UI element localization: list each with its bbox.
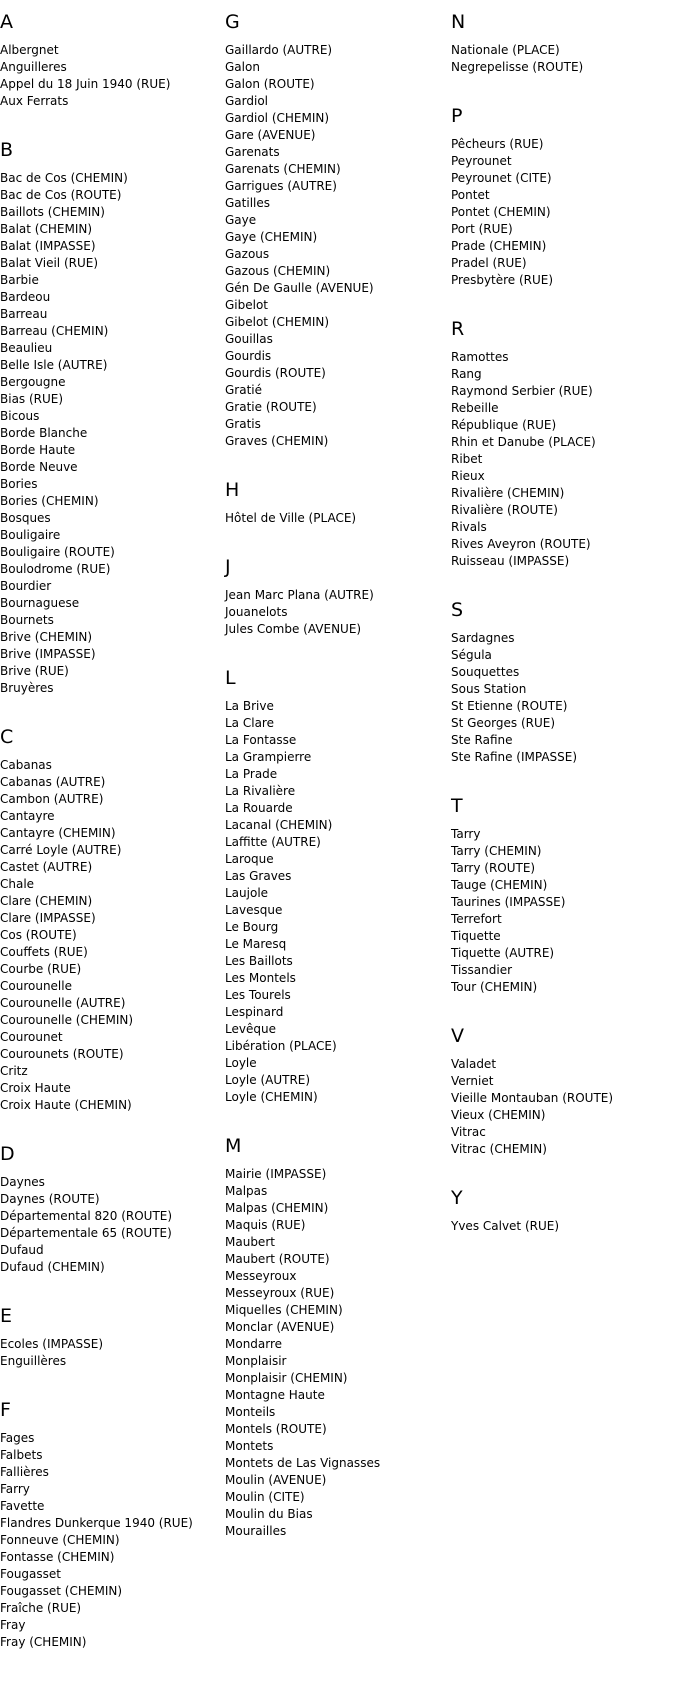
street-name: Daynes (0, 1175, 45, 1189)
street-name: Monclar (AVENUE) (225, 1320, 335, 1334)
street-name: Jean Marc Plana (AUTRE) (225, 588, 374, 602)
letter-section (0, 1400, 215, 1651)
street-name: Hôtel de Ville (PLACE) (225, 511, 357, 525)
street-name: Laroque (225, 852, 274, 866)
street-name: Anguilleres (0, 60, 67, 74)
letter-section (0, 727, 215, 1114)
street-name: Loyle (AUTRE) (225, 1073, 311, 1087)
street-name: St Etienne (ROUTE) (451, 699, 568, 713)
street-list (451, 136, 666, 289)
street-name: Galon (ROUTE) (225, 77, 315, 91)
street-list (225, 698, 440, 1106)
letter-section (451, 106, 666, 289)
street-name: Gén De Gaulle (AVENUE) (225, 281, 374, 295)
street-name: Bias (RUE) (0, 392, 64, 406)
street-name: Monteils (225, 1405, 276, 1419)
street-name: Gare (AVENUE) (225, 128, 316, 142)
street-list (451, 42, 666, 76)
street-name: Rhin et Danube (PLACE) (451, 435, 596, 449)
street-name: Fray (0, 1618, 26, 1632)
street-name: Montets de Las Vignasses (225, 1456, 381, 1470)
street-name: Ségula (451, 648, 492, 662)
letter-heading: B (0, 139, 14, 161)
street-name: Favette (0, 1499, 45, 1513)
street-name: Vieux (CHEMIN) (451, 1108, 546, 1122)
street-name: Ribet (451, 452, 483, 466)
street-name: Souquettes (451, 665, 520, 679)
street-name: Laujole (225, 886, 269, 900)
street-list (0, 1336, 215, 1370)
letter-section (0, 140, 215, 697)
letter-heading: F (0, 1399, 11, 1421)
street-name: La Rivalière (225, 784, 296, 798)
street-name: Malpas (225, 1184, 268, 1198)
street-name: Castet (AUTRE) (0, 860, 93, 874)
street-name: Pradel (RUE) (451, 256, 527, 270)
street-name: Cabanas (0, 758, 52, 772)
street-name: Aux Ferrats (0, 94, 69, 108)
street-name: Tarry (ROUTE) (451, 861, 536, 875)
street-list (225, 1166, 440, 1540)
street-name: Bories (0, 477, 38, 491)
street-name: Farry (0, 1482, 30, 1496)
street-name: Raymond Serbier (RUE) (451, 384, 593, 398)
street-name: Balat Vieil (RUE) (0, 256, 99, 270)
street-list (0, 170, 215, 697)
street-name: Dufaud (CHEMIN) (0, 1260, 105, 1274)
street-name: Rivals (451, 520, 487, 534)
street-name: Vitrac (451, 1125, 486, 1139)
street-list (0, 1174, 215, 1276)
street-name: Rebeille (451, 401, 499, 415)
street-name: La Prade (225, 767, 278, 781)
street-name: Lavesque (225, 903, 283, 917)
street-name: Courounet (0, 1030, 63, 1044)
street-name: Falbets (0, 1448, 43, 1462)
street-name: Libération (PLACE) (225, 1039, 337, 1053)
street-name: Moulin (CITE) (225, 1490, 305, 1504)
street-name: St Georges (RUE) (451, 716, 556, 730)
street-name: Laffitte (AUTRE) (225, 835, 321, 849)
street-name: Daynes (ROUTE) (0, 1192, 100, 1206)
letter-section (225, 668, 440, 1106)
street-name: Valadet (451, 1057, 497, 1071)
street-name: Prade (CHEMIN) (451, 239, 547, 253)
street-name: Courounets (ROUTE) (0, 1047, 124, 1061)
street-name: Gaye (CHEMIN) (225, 230, 318, 244)
street-name: Graves (CHEMIN) (225, 434, 329, 448)
letter-heading: R (451, 318, 465, 340)
street-name: Jouanelots (225, 605, 288, 619)
letter-section (0, 1144, 215, 1276)
street-name: Cos (ROUTE) (0, 928, 77, 942)
street-name: Tissandier (451, 963, 513, 977)
street-name: Tour (CHEMIN) (451, 980, 538, 994)
street-name: Rives Aveyron (ROUTE) (451, 537, 591, 551)
street-name: Loyle (CHEMIN) (225, 1090, 318, 1104)
street-index-column-3 (451, 12, 666, 1265)
street-name: Terrefort (451, 912, 502, 926)
street-name: Albergnet (0, 43, 59, 57)
street-name: Pontet (451, 188, 490, 202)
street-name: Montagne Haute (225, 1388, 325, 1402)
street-name: Brive (RUE) (0, 664, 69, 678)
street-name: Taurines (IMPASSE) (451, 895, 566, 909)
street-list (225, 587, 440, 638)
street-name: Lacanal (CHEMIN) (225, 818, 333, 832)
street-name: Bories (CHEMIN) (0, 494, 99, 508)
letter-section (451, 319, 666, 570)
street-name: Rieux (451, 469, 485, 483)
street-name: Tauge (CHEMIN) (451, 878, 548, 892)
street-name: Yves Calvet (RUE) (451, 1219, 560, 1233)
letter-section (225, 480, 440, 527)
street-name: Pontet (CHEMIN) (451, 205, 551, 219)
street-name: Garenats (225, 145, 280, 159)
street-name: Lespinard (225, 1005, 284, 1019)
street-name: Mourailles (225, 1524, 287, 1538)
street-name: Negrepelisse (ROUTE) (451, 60, 584, 74)
street-name: Dufaud (0, 1243, 44, 1257)
letter-section (451, 796, 666, 996)
street-name: Courounelle (CHEMIN) (0, 1013, 134, 1027)
street-name: Montels (ROUTE) (225, 1422, 327, 1436)
letter-heading: Y (451, 1187, 463, 1209)
street-name: Fonneuve (CHEMIN) (0, 1533, 120, 1547)
street-name: Nationale (PLACE) (451, 43, 560, 57)
street-name: Bac de Cos (ROUTE) (0, 188, 122, 202)
street-name: Gardiol (CHEMIN) (225, 111, 330, 125)
street-name: Gratis (225, 417, 261, 431)
letter-section (451, 12, 666, 76)
street-name: Gibelot (CHEMIN) (225, 315, 330, 329)
street-name: Enguillères (0, 1354, 67, 1368)
street-name: La Rouarde (225, 801, 293, 815)
street-name: Verniet (451, 1074, 494, 1088)
street-name: Courounelle (AUTRE) (0, 996, 126, 1010)
street-index-column-1 (0, 12, 215, 1681)
street-name: Bosques (0, 511, 51, 525)
street-name: La Fontasse (225, 733, 297, 747)
street-name: Maubert (ROUTE) (225, 1252, 330, 1266)
street-name: Barbie (0, 273, 39, 287)
street-name: Jules Combe (AVENUE) (225, 622, 362, 636)
street-name: Montets (225, 1439, 274, 1453)
street-name: Tarry (CHEMIN) (451, 844, 542, 858)
letter-heading: G (225, 11, 240, 33)
street-name: Borde Haute (0, 443, 76, 457)
street-name: Départementale 65 (ROUTE) (0, 1226, 172, 1240)
street-name: Pêcheurs (RUE) (451, 137, 544, 151)
street-name: Bourdier (0, 579, 52, 593)
letter-heading: A (0, 11, 13, 33)
street-name: Rivalière (CHEMIN) (451, 486, 565, 500)
letter-heading: E (0, 1305, 13, 1327)
street-name: Monplaisir (CHEMIN) (225, 1371, 348, 1385)
street-list (0, 1430, 215, 1651)
street-name: Fougasset (CHEMIN) (0, 1584, 123, 1598)
street-name: Brive (CHEMIN) (0, 630, 93, 644)
street-name: Peyrounet (451, 154, 512, 168)
street-name: Barreau (CHEMIN) (0, 324, 109, 338)
letter-heading: D (0, 1143, 15, 1165)
street-name: Gazous (225, 247, 270, 261)
street-name: Presbytère (RUE) (451, 273, 554, 287)
street-name: Fontasse (CHEMIN) (0, 1550, 115, 1564)
street-name: La Grampierre (225, 750, 312, 764)
street-name: Fougasset (0, 1567, 61, 1581)
street-name: Moulin du Bias (225, 1507, 313, 1521)
letter-section (225, 12, 440, 450)
letter-heading: N (451, 11, 466, 33)
street-name: Port (RUE) (451, 222, 513, 236)
street-name: Belle Isle (AUTRE) (0, 358, 108, 372)
street-name: Croix Haute (CHEMIN) (0, 1098, 132, 1112)
street-name: Gazous (CHEMIN) (225, 264, 331, 278)
street-name: Malpas (CHEMIN) (225, 1201, 329, 1215)
street-name: Messeyroux (RUE) (225, 1286, 335, 1300)
street-name: Borde Neuve (0, 460, 78, 474)
street-name: Chale (0, 877, 35, 891)
letter-heading: P (451, 105, 463, 127)
street-list (451, 630, 666, 766)
street-name: Beaulieu (0, 341, 53, 355)
street-name: Gourdis (ROUTE) (225, 366, 326, 380)
street-list (225, 42, 440, 450)
street-name: Le Maresq (225, 937, 287, 951)
street-name: Levêque (225, 1022, 276, 1036)
street-name: Moulin (AVENUE) (225, 1473, 327, 1487)
street-name: Le Bourg (225, 920, 279, 934)
street-name: Fages (0, 1431, 35, 1445)
street-list (0, 757, 215, 1114)
street-name: Galon (225, 60, 260, 74)
street-name: Rivalière (ROUTE) (451, 503, 558, 517)
street-name: Balat (IMPASSE) (0, 239, 96, 253)
street-name: Critz (0, 1064, 28, 1078)
street-name: Maquis (RUE) (225, 1218, 306, 1232)
street-name: Appel du 18 Juin 1940 (RUE) (0, 77, 171, 91)
street-name: Clare (CHEMIN) (0, 894, 93, 908)
street-name: Ecoles (IMPASSE) (0, 1337, 104, 1351)
street-name: Bournets (0, 613, 54, 627)
letter-section (451, 1026, 666, 1158)
street-name: Gibelot (225, 298, 269, 312)
street-name: Fallières (0, 1465, 49, 1479)
street-name: Ste Rafine (IMPASSE) (451, 750, 578, 764)
street-name: Peyrounet (CITE) (451, 171, 552, 185)
street-name: Tiquette (451, 929, 501, 943)
street-index-column-2 (225, 12, 440, 1570)
letter-section (0, 12, 215, 110)
street-name: Ste Rafine (451, 733, 513, 747)
street-name: Messeyroux (225, 1269, 297, 1283)
street-name: Garenats (CHEMIN) (225, 162, 341, 176)
street-name: Flandres Dunkerque 1940 (RUE) (0, 1516, 193, 1530)
street-name: Brive (IMPASSE) (0, 647, 96, 661)
letter-section (0, 1306, 215, 1370)
street-name: Fray (CHEMIN) (0, 1635, 87, 1649)
street-name: Gratie (ROUTE) (225, 400, 317, 414)
street-name: Départemental 820 (ROUTE) (0, 1209, 173, 1223)
street-name: Clare (IMPASSE) (0, 911, 96, 925)
street-list (0, 42, 215, 110)
street-name: Sardagnes (451, 631, 515, 645)
street-name: Cabanas (AUTRE) (0, 775, 106, 789)
street-name: Bouligaire (0, 528, 61, 542)
street-name: Cantayre (0, 809, 55, 823)
letter-heading: H (225, 479, 240, 501)
street-name: Las Graves (225, 869, 292, 883)
street-name: Cantayre (CHEMIN) (0, 826, 116, 840)
letter-heading: C (0, 726, 14, 748)
street-list (225, 510, 440, 527)
street-name: Ruisseau (IMPASSE) (451, 554, 570, 568)
street-name: Bergougne (0, 375, 66, 389)
street-name: Monplaisir (225, 1354, 287, 1368)
street-name: Loyle (225, 1056, 257, 1070)
street-name: Baillots (CHEMIN) (0, 205, 105, 219)
street-name: La Clare (225, 716, 274, 730)
street-name: Courbe (RUE) (0, 962, 82, 976)
street-name: Ramottes (451, 350, 509, 364)
letter-heading: J (225, 556, 231, 578)
street-name: Gouillas (225, 332, 273, 346)
street-name: Garrigues (AUTRE) (225, 179, 337, 193)
street-name: Boulodrome (RUE) (0, 562, 111, 576)
letter-heading: L (225, 667, 236, 689)
street-name: Maubert (225, 1235, 275, 1249)
street-name: Croix Haute (0, 1081, 71, 1095)
street-name: Balat (CHEMIN) (0, 222, 93, 236)
street-name: Bicous (0, 409, 40, 423)
street-name: Cambon (AUTRE) (0, 792, 104, 806)
street-name: Mondarre (225, 1337, 283, 1351)
street-name: Tarry (451, 827, 481, 841)
street-name: Couffets (RUE) (0, 945, 88, 959)
street-name: Tiquette (AUTRE) (451, 946, 555, 960)
street-name: Carré Loyle (AUTRE) (0, 843, 122, 857)
street-name: Rang (451, 367, 482, 381)
street-name: Les Tourels (225, 988, 291, 1002)
letter-heading: M (225, 1135, 242, 1157)
street-name: Gaye (225, 213, 257, 227)
street-name: Gaillardo (AUTRE) (225, 43, 333, 57)
street-name: Gatilles (225, 196, 270, 210)
street-name: Mairie (IMPASSE) (225, 1167, 327, 1181)
street-name: Vitrac (CHEMIN) (451, 1142, 547, 1156)
street-name: Vieille Montauban (ROUTE) (451, 1091, 614, 1105)
street-list (451, 1056, 666, 1158)
street-list (451, 1218, 666, 1235)
letter-heading: T (451, 795, 463, 817)
street-name: Fraîche (RUE) (0, 1601, 82, 1615)
letter-section (451, 1188, 666, 1235)
street-name: Bardeou (0, 290, 51, 304)
street-name: Gourdis (225, 349, 272, 363)
street-name: République (RUE) (451, 418, 557, 432)
street-name: Courounelle (0, 979, 72, 993)
letter-section (451, 600, 666, 766)
street-name: La Brive (225, 699, 274, 713)
street-name: Bac de Cos (CHEMIN) (0, 171, 128, 185)
street-list (451, 826, 666, 996)
street-name: Barreau (0, 307, 48, 321)
letter-section (225, 557, 440, 638)
street-name: Les Baillots (225, 954, 293, 968)
street-name: Bouligaire (ROUTE) (0, 545, 115, 559)
street-list (451, 349, 666, 570)
letter-heading: V (451, 1025, 464, 1047)
letter-heading: S (451, 599, 464, 621)
street-name: Gardiol (225, 94, 269, 108)
street-name: Gratié (225, 383, 263, 397)
street-name: Bournaguese (0, 596, 80, 610)
street-name: Sous Station (451, 682, 527, 696)
street-name: Borde Blanche (0, 426, 88, 440)
street-name: Miquelles (CHEMIN) (225, 1303, 343, 1317)
letter-section (225, 1136, 440, 1540)
street-name: Les Montels (225, 971, 296, 985)
street-name: Bruyères (0, 681, 54, 695)
